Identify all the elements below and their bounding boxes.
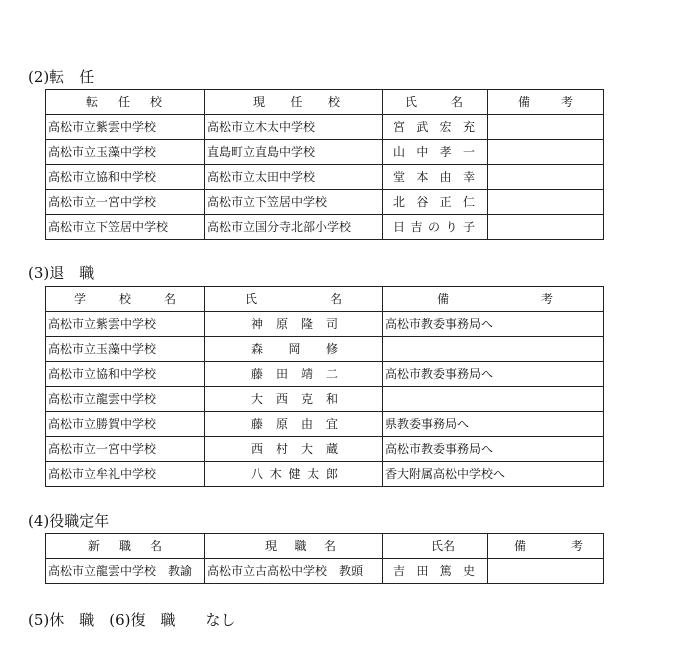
table-cell: 宮武宏充 <box>383 115 488 140</box>
table-cell: 高松市教委事務局へ <box>383 437 604 462</box>
table-row <box>46 462 604 487</box>
table-row <box>46 215 604 240</box>
table-cell <box>488 165 604 190</box>
section-heading-retirement-age: (4)役職定年 <box>28 512 110 530</box>
header-remarks: 備考 <box>488 534 604 559</box>
section-heading-transfer: (2)転 任 <box>28 68 95 86</box>
table-cell <box>383 387 604 412</box>
table-cell: 山中孝一 <box>383 140 488 165</box>
retirement-header-row <box>46 287 604 312</box>
table-cell: 県教委事務局へ <box>383 412 604 437</box>
table-row <box>46 312 604 337</box>
header-remarks: 備考 <box>383 287 604 312</box>
header-school-name: 学校名 <box>46 287 205 312</box>
table-row <box>46 559 604 584</box>
table-cell: 大西克和 <box>205 387 383 412</box>
table-cell: 吉田篤史 <box>383 559 488 584</box>
table-cell: 高松市立古高松中学校 教頭 <box>205 559 383 584</box>
table-cell <box>488 190 604 215</box>
header-new-school: 転任校 <box>46 90 205 115</box>
header-name: 氏名 <box>383 90 488 115</box>
retirement-age-table <box>45 533 604 584</box>
table-cell: 西村大蔵 <box>205 437 383 462</box>
header-remarks: 備考 <box>488 90 604 115</box>
table-cell: 高松市立龍雲中学校 教諭 <box>46 559 205 584</box>
table-cell <box>383 337 604 362</box>
table-cell: 高松市立協和中学校 <box>46 362 205 387</box>
header-new-position: 新職名 <box>46 534 205 559</box>
transfer-header-row <box>46 90 604 115</box>
table-cell: 高松市立国分寺北部小学校 <box>205 215 383 240</box>
table-row <box>46 387 604 412</box>
table-cell: 高松市立勝賀中学校 <box>46 412 205 437</box>
table-cell: 藤田靖二 <box>205 362 383 387</box>
table-cell <box>488 215 604 240</box>
table-cell: 高松市教委事務局へ <box>383 362 604 387</box>
table-row <box>46 437 604 462</box>
table-cell: 高松市立玉藻中学校 <box>46 337 205 362</box>
table-cell: 高松市立玉藻中学校 <box>46 140 205 165</box>
table-cell: 高松市立牟礼中学校 <box>46 462 205 487</box>
retirement-age-header-row <box>46 534 604 559</box>
table-cell: 高松市立一宮中学校 <box>46 190 205 215</box>
section-heading-retirement: (3)退 職 <box>28 264 95 282</box>
table-cell: 直島町立直島中学校 <box>205 140 383 165</box>
header-name: 氏名 <box>383 534 488 559</box>
header-current-position: 現職名 <box>205 534 383 559</box>
table-cell: 高松市立下笠居中学校 <box>205 190 383 215</box>
table-cell: 藤原由宜 <box>205 412 383 437</box>
table-cell: 高松市立協和中学校 <box>46 165 205 190</box>
table-cell: 日吉のり子 <box>383 215 488 240</box>
table-cell: 高松市教委事務局へ <box>383 312 604 337</box>
table-cell: 堂本由幸 <box>383 165 488 190</box>
table-row <box>46 337 604 362</box>
table-cell <box>488 140 604 165</box>
table-cell: 八木健太郎 <box>205 462 383 487</box>
table-row <box>46 412 604 437</box>
table-cell: 高松市立下笠居中学校 <box>46 215 205 240</box>
table-cell: 高松市立紫雲中学校 <box>46 115 205 140</box>
table-cell: 森岡修 <box>205 337 383 362</box>
header-current-school: 現任校 <box>205 90 383 115</box>
table-cell: 高松市立龍雲中学校 <box>46 387 205 412</box>
transfer-table <box>45 89 604 240</box>
table-row <box>46 362 604 387</box>
table-cell: 神原隆司 <box>205 312 383 337</box>
table-cell <box>488 559 604 584</box>
retirement-table <box>45 286 604 487</box>
table-cell: 高松市立紫雲中学校 <box>46 312 205 337</box>
table-cell: 香大附属高松中学校へ <box>383 462 604 487</box>
table-cell: 北谷正仁 <box>383 190 488 215</box>
header-name: 氏名 <box>205 287 383 312</box>
table-row <box>46 190 604 215</box>
table-row <box>46 115 604 140</box>
table-cell: 高松市立木太中学校 <box>205 115 383 140</box>
table-cell: 高松市立太田中学校 <box>205 165 383 190</box>
table-cell: 高松市立一宮中学校 <box>46 437 205 462</box>
table-cell <box>488 115 604 140</box>
table-row <box>46 165 604 190</box>
section-heading-leave: (5)休 職 (6)復 職 なし <box>28 611 236 629</box>
table-row <box>46 140 604 165</box>
